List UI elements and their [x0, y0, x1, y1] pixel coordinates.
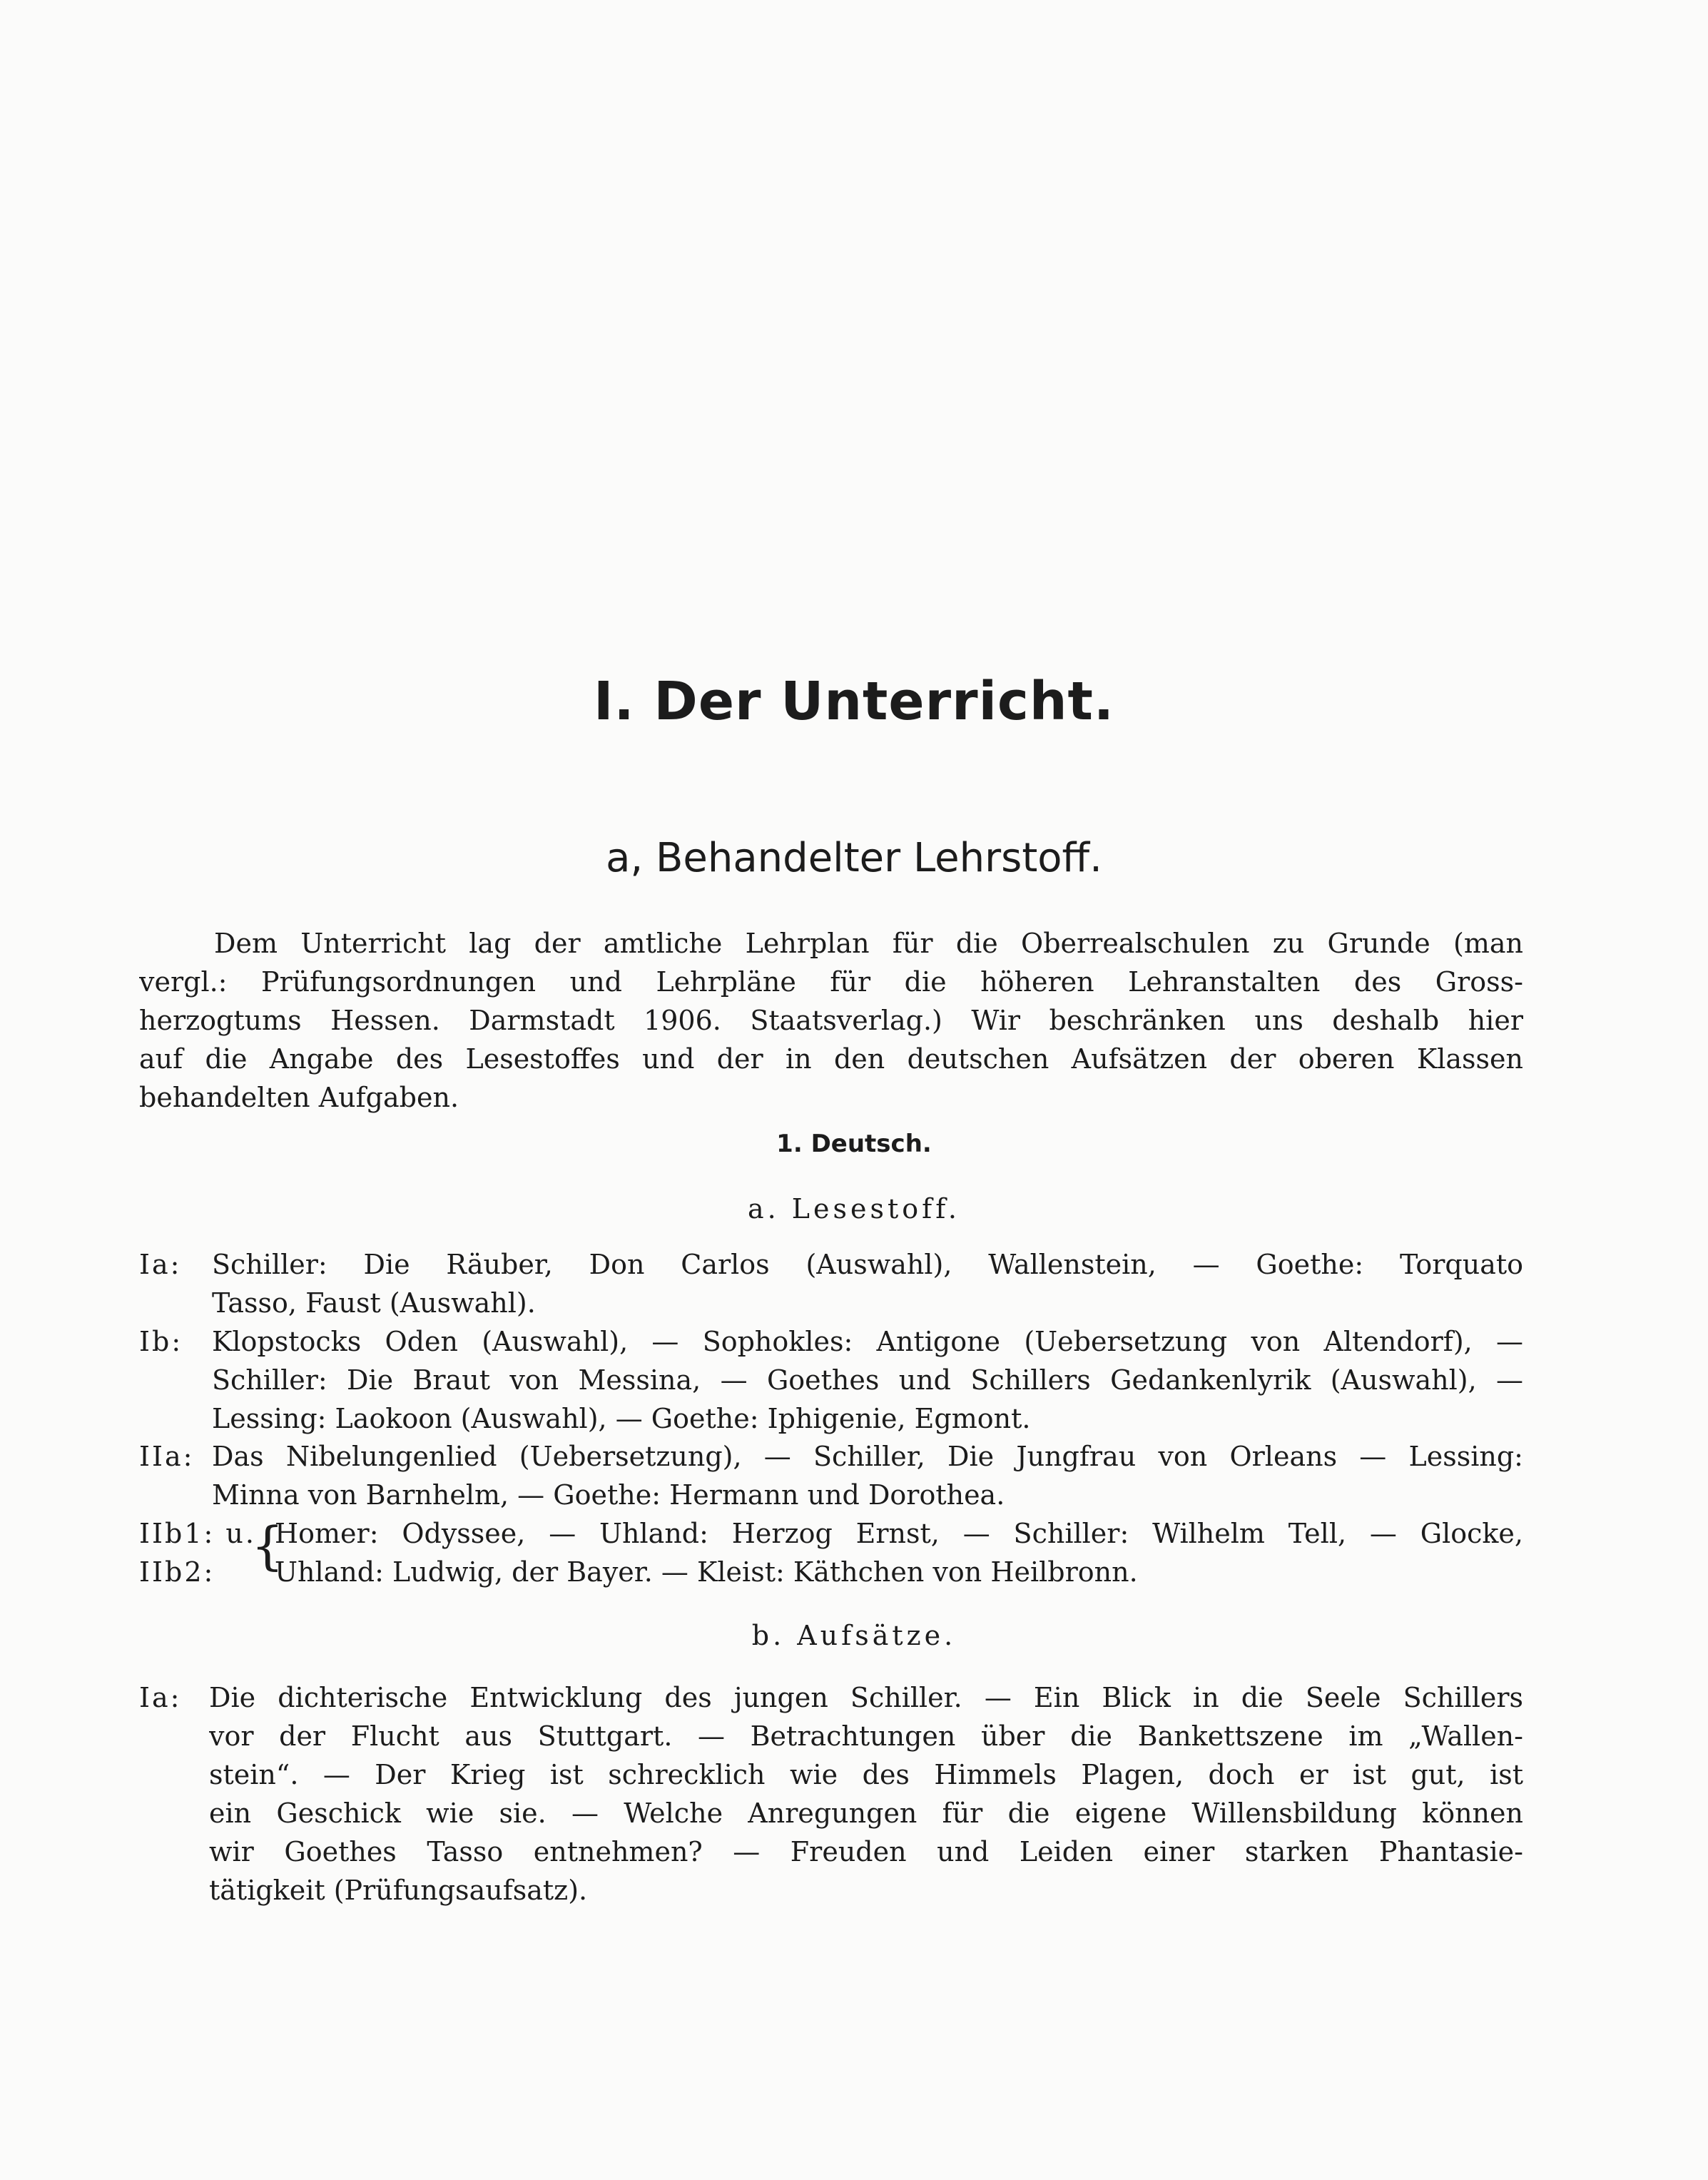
entry-line: stein“. — Der Krieg ist schrecklich wie des Himmels Plagen, doch er ist gut, ist	[209, 1759, 1523, 1790]
entry-label: IIa:	[139, 1441, 195, 1472]
entry-line: Das Nibelungenlied (Uebersetzung), — Schiller, Die Jungfrau von Orleans — Lessing:	[212, 1441, 1523, 1472]
intro-line: Dem Unterricht lag der amtliche Lehrplan für die Oberrealschulen zu Grunde (man	[214, 928, 1523, 959]
entry-line: Minna von Barnhelm, — Goethe: Hermann und Dorothea.	[212, 1479, 1005, 1511]
entry-line: vor der Flucht aus Stuttgart. — Betrachtungen über die Bankettszene im „Wallen-	[209, 1720, 1523, 1752]
entry-line: Klopstocks Oden (Auswahl), — Sophokles: Antigone (Uebersetzung von Altendorf), —	[212, 1326, 1523, 1357]
entry-label: IIb2:	[139, 1556, 215, 1588]
entry-line: tätigkeit (Prüfungsaufsatz).	[209, 1875, 588, 1906]
page-heading: I. Der Unterricht.	[594, 671, 1114, 732]
entry-line: Schiller: Die Braut von Messina, — Goethes und Schillers Gedankenlyrik (Auswahl), —	[212, 1364, 1523, 1396]
curly-brace: {	[251, 1516, 284, 1576]
aufsaetze-title: b. Aufsätze.	[751, 1620, 957, 1651]
section-title: 1. Deutsch.	[776, 1130, 932, 1158]
intro-line: herzogtums Hessen. Darmstadt 1906. Staatsverlag.) Wir beschränken uns deshalb hier	[139, 1005, 1523, 1036]
entry-line: Uhland: Ludwig, der Bayer. — Kleist: Käthchen von Heilbronn.	[275, 1556, 1138, 1588]
entry-label: Ib:	[139, 1326, 183, 1357]
entry-line: ein Geschick wie sie. — Welche Anregungen für die eigene Willensbildung können	[209, 1798, 1523, 1829]
intro-paragraph	[139, 924, 1523, 1117]
lesestoff-title: a. Lesestoff.	[747, 1193, 961, 1225]
intro-line: behandelten Aufgaben.	[139, 1082, 459, 1113]
entry-line: Die dichterische Entwicklung des jungen Schiller. — Ein Blick in die Seele Schillers	[209, 1682, 1523, 1713]
entry-label: Ia:	[139, 1682, 182, 1713]
page-subheading: a, Behandelter Lehrstoff.	[606, 835, 1102, 881]
entry-line: Lessing: Laokoon (Auswahl), — Goethe: Iphigenie, Egmont.	[212, 1403, 1031, 1434]
intro-line: vergl.: Prüfungsordnungen und Lehrpläne für die höheren Lehranstalten des Gross-	[139, 966, 1523, 998]
entry-line: Homer: Odyssee, — Uhland: Herzog Ernst, — Schiller: Wilhelm Tell, — Glocke,	[275, 1518, 1523, 1549]
entry-label: IIb1: u.	[139, 1518, 256, 1549]
entry-line: Tasso, Faust (Auswahl).	[212, 1287, 536, 1319]
entry-line: Schiller: Die Räuber, Don Carlos (Auswahl), Wallenstein, — Goethe: Torquato	[212, 1249, 1523, 1280]
entry-line: wir Goethes Tasso entnehmen? — Freuden und Leiden einer starken Phantasie-	[209, 1836, 1523, 1867]
intro-line: auf die Angabe des Lesestoffes und der in den deutschen Aufsätzen der oberen Klassen	[139, 1043, 1523, 1075]
entry-label: Ia:	[139, 1249, 182, 1280]
